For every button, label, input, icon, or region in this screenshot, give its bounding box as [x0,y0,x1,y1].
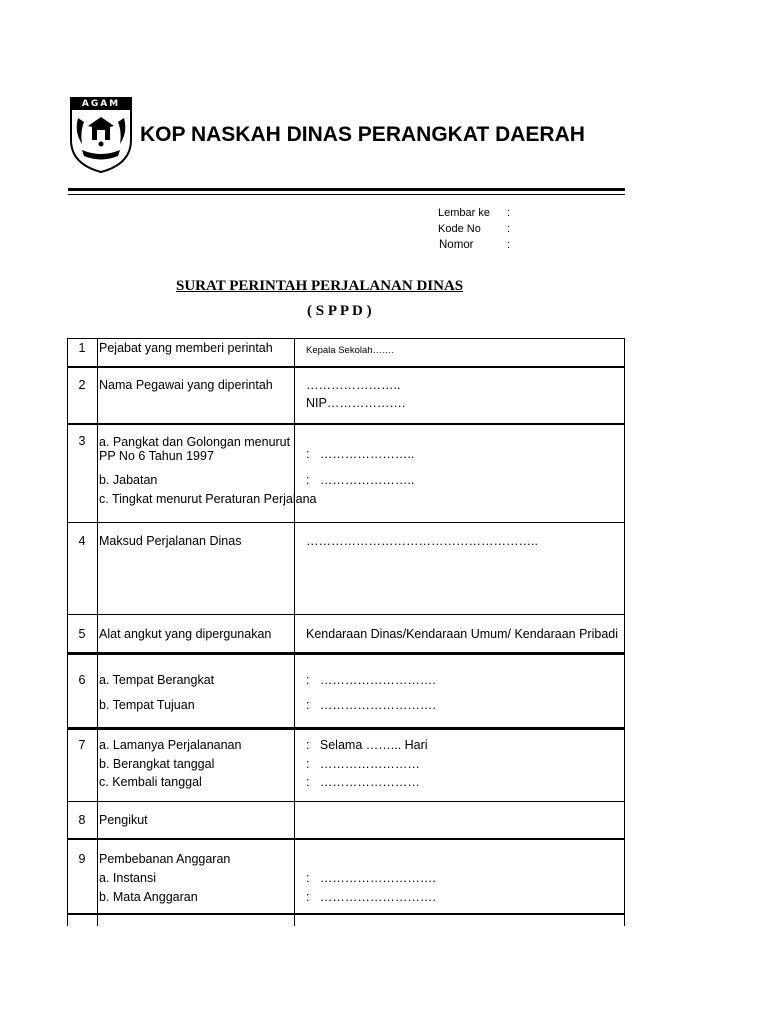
letterhead-title: KOP NASKAH DINAS PERANGKAT DAERAH [140,123,585,146]
row-label: PP No 6 Tahun 1997 [99,449,214,463]
row-number: 9 [78,852,86,866]
row-divider [67,522,625,523]
row-value: : ………………….. [306,473,415,487]
row-label: b. Berangkat tanggal [99,757,215,771]
logo-text: AGAM [81,99,121,109]
row-value: : …………………… [306,757,420,771]
row-label: a. Lamanya Perjalananan [99,738,242,752]
row-label: c. Tingkat menurut Peraturan Perjalana [99,492,317,506]
meta-colon-lembar: : [507,207,511,219]
meta-colon-kode: : [507,223,511,235]
row-value: Kepala Sekolah……. [306,345,395,356]
row-number: 4 [78,534,86,548]
row-value: : …………………… [306,775,420,789]
row-value: : ………………………. [306,698,436,712]
row-value: : ………………………. [306,871,436,885]
row-value: ……………………………………………….. [306,534,538,548]
row-value: : ………………….. [306,447,415,461]
document-subtitle: ( S P P D ) [307,303,372,319]
row-number: 8 [78,813,86,827]
row-label: c. Kembali tanggal [99,775,202,789]
row-label: a. Pangkat dan Golongan menurut [99,435,291,449]
row-divider [67,614,625,615]
agam-logo [68,96,134,174]
document-title: SURAT PERINTAH PERJALANAN DINAS [176,278,464,294]
row-label: a. Instansi [99,871,156,885]
row-number: 1 [78,341,86,355]
row-number: 5 [78,627,86,641]
row-label: a. Tempat Berangkat [99,673,215,687]
row-label: Alat angkut yang dipergunakan [99,627,272,641]
meta-label-nomor: Nomor [439,239,474,251]
row-label: b. Jabatan [99,473,158,487]
row-value: : ………………………. [306,890,436,904]
row-number: 3 [78,434,86,448]
row-value: NIP………………. [306,396,406,410]
row-label: Nama Pegawai yang diperintah [99,378,273,392]
row-value: : ………………………. [306,673,436,687]
row-number: 7 [78,738,86,752]
row-label: Pejabat yang memberi perintah [99,341,273,355]
header-rule-thick [68,188,625,191]
row-divider [67,913,625,915]
row-divider [67,727,625,730]
row-label: Pembebanan Anggaran [99,852,231,866]
row-number: 2 [78,378,86,392]
row-label: Pengikut [99,813,148,827]
row-value: Kendaraan Dinas/Kendaraan Umum/ Kendaraan Pribadi [306,627,618,641]
row-divider [67,423,625,425]
row-label: Maksud Perjalanan Dinas [99,534,242,548]
row-number: 6 [78,673,86,687]
row-divider [67,801,625,802]
row-divider [67,366,625,368]
table-border-top [67,338,625,339]
row-label: b. Mata Anggaran [99,890,198,904]
row-divider [67,652,625,655]
row-value: ………………….. [306,378,401,392]
header-rule-thin [68,194,625,195]
meta-colon-nomor: : [507,239,511,251]
row-divider [67,838,625,840]
row-value: : Selama ……... Hari [306,738,428,752]
meta-label-kode: Kode No [438,223,481,235]
row-label: b. Tempat Tujuan [99,698,195,712]
meta-label-lembar: Lembar ke [438,207,490,219]
